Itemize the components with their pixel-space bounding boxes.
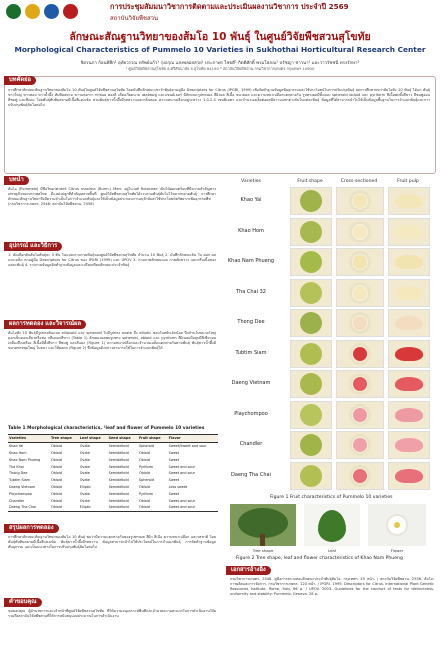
table-cell: Elliptic — [79, 504, 108, 511]
fruit-shape-photo — [290, 370, 332, 398]
flower-photo — [368, 504, 426, 546]
conclusion-heading: สรุปผลการทดลอง — [4, 524, 59, 533]
table-cell: Tubtim Siam — [9, 478, 30, 483]
table-cell: Obloid — [50, 491, 62, 496]
table-cell: Obloid — [50, 457, 62, 462]
references-text: กรมวิชาการเกษตร. 2546. คู่มือการตรวจสอบลักษณะประจำพันธุ์ส้มโอ. กรุงเทพฯ. 45 หน้า. / สถาบันวิจัยพืชสวน. 2556. ส้มโอ: การผลิตและการจัดการ. กรมวิชาการเกษตร. 120 หน้า. / IPGRI. 1999. Descriptors for Citrus. International Plant Genetic Resources Institute, Rome, Italy. 66 p. / UPOV. 2003. Guidelines for the conduct of tests for distinctness, uniformity and stability: Pummelo. Geneva. 28 p. — [230, 577, 434, 596]
leaf-photo — [304, 504, 360, 546]
cross-section-photo — [336, 340, 384, 368]
table-cell: Obloid — [50, 471, 62, 476]
table-row — [8, 456, 218, 463]
fruit-shape-photo — [290, 187, 332, 215]
fig1-col-varieties: Varieties — [241, 179, 261, 184]
abstract-text: การศึกษาลักษณะสัณฐานวิทยาของส้มโอ 10 พันธุ์ในศูนย์วิจัยพืชสวนสุโขทัย โดยบันทึกลักษณะประจำพันธุ์ตามคู่มือ Descriptors for Citrus (IPGRI, 1999) เพื่อจัดทำฐานข้อมูลพันธุกรรมและใช้ประโยชน์ในการปรับปรุงพันธุ์ ผลการศึกษาพบว่าส้มโอทั้ง 10 พันธุ์ ได้แก่ พันธุ์ขาวใหญ่ ขาวหอม ขาวน้ำผึ้ง ทับทิมสยาม ขาวแตงกวา ท่าข่อย ทองดี เดี่ยงเวียดนาม เพลย์ชมพู และแชนด์เลอร์ มีลักษณะรูปทรงผล สีผิวผล สีเนื้อ ขนาดผล และความหนาเปลือกแตกต่างกัน รูปทรงผลมีทั้งแบบ spheroid obloid และ pyriform สีเนื้อพบทั้งสีขาว สีชมพูอ่อน สีชมพู และสีแดง โดยพันธุ์ทับทิมสยามมีเนื้อสีแดงเข้ม ส่วนพันธุ์ขาวน้ำผึ้งมีรสหวานและกลิ่นหอม ความหนาเปลือกอยู่ระหว่าง 1.0-2.4 เซนติเมตร และจำนวนเมล็ดต่อผลมีความแตกต่างกันในแต่ละพันธุ์ ข้อมูลที่ได้สามารถนำไปใช้เป็นข้อมูลพื้นฐานในการจำแนกพันธุ์และการปรับปรุงพันธุ์ส้มโอต่อไป — [8, 88, 430, 107]
variety-label: Tubtim Siam — [235, 349, 267, 356]
table-cell: Semideltoid — [108, 457, 129, 462]
doa-logo-icon — [6, 4, 21, 19]
variety-label: Playchompoo — [234, 410, 268, 417]
acknowledgement-text: ขอขอบคุณ ผู้อำนวยการและเจ้าหน้าที่ศูนย์วิจัยพืชสวนสุโขทัย ที่ให้ความอนุเคราะห์พื้นที่และอำนวยความสะดวกในการดำเนินงานวิจัย รวมถึงสถาบันวิจัยพืชสวนที่ให้การสนับสนุนงบประมาณในการดำเนินงาน — [8, 609, 216, 618]
fruit-pulp-photo — [388, 187, 430, 215]
fruit-pulp-photo — [388, 401, 430, 429]
table-cell: Sweet/Sweet and sour — [168, 444, 207, 449]
table-cell: Obloid — [138, 484, 150, 489]
table-caption: Table 1 Morphological characteristics, ¹leaf and flower of Pummelo 10 varieties — [8, 426, 205, 431]
table-cell: Ovate — [79, 491, 90, 496]
cross-section-photo — [336, 309, 384, 337]
table-header-row — [8, 435, 218, 443]
figure2-caption: Figure 2 Tree shape, leaf and flower characteristics of Khao Nam Phueng — [236, 556, 403, 561]
table-header-cell: Fruit shape — [138, 435, 168, 443]
fruit-pulp-photo — [388, 431, 430, 459]
cross-section-photo — [336, 187, 384, 215]
center-logo-icon — [63, 4, 78, 19]
poster-header — [0, 0, 440, 24]
cross-section-photo — [336, 218, 384, 246]
table-cell: Sweet and sour — [168, 498, 196, 503]
table-cell: Obloid — [138, 504, 168, 511]
fruit-shape-photo — [290, 309, 332, 337]
fruit-shape-photo — [290, 462, 332, 490]
variety-label: Chandler — [239, 441, 263, 447]
references-heading: เอกสารอ้างอิง — [226, 566, 271, 575]
conference-title: การประชุมสัมมนาวิชาการติดตามและประเมินผลงานวิชาการ ประจำปี 2569 — [110, 2, 349, 11]
table-cell: Daeng Tha Chai — [8, 504, 50, 511]
table-cell: Ovate — [79, 471, 90, 476]
results-text: ส้มโอทั้ง 10 พันธุ์มีรูปทรงต้นแบบ ellipsoid และ spheroid ใบมีรูปทรง ovate ถึง elliptic ขอบใบหยักเล็กน้อย ปีกก้านใบขนาดใหญ่ ดอกเป็นดอกเดี่ยวหรือช่อ กลีบดอกสีขาว (Table 1) ลักษณะผลพบรูปทรง spheroid, obloid และ pyriform สีผิวผลเมื่อสุกมีสีเขียวอมเหลืองถึงเหลือง สีเนื้อมีทั้งสีขาว สีชมพู และสีแดง (Figure 1) ความหนาเปลือกและจำนวนเมล็ดแตกต่างกันตามพันธุ์ พันธุ์ขาวน้ำผึ้งมีขนาดทรงพุ่มใหญ่ ใบหนา และให้ผลดก (Figure 2) ซึ่งข้อมูลดังกล่าวสามารถใช้ในการจำแนกพันธุ์ได้ — [8, 331, 216, 350]
table-cell: Obloid — [50, 504, 79, 511]
variety-label: Khao Nam Phueng — [227, 258, 275, 264]
cross-section-photo — [336, 401, 384, 429]
cross-section-photo — [336, 248, 384, 276]
table-cell: Obloid — [50, 464, 62, 469]
acknowledgement-heading: คำขอบคุณ — [4, 598, 42, 607]
table-header-cell: Seed shape — [108, 435, 138, 443]
table-body — [8, 442, 218, 511]
table-row — [8, 497, 218, 504]
table-cell: Sweet — [168, 491, 180, 496]
intro-heading: บทนำ — [4, 176, 29, 185]
table-cell: Semideltoid — [108, 498, 129, 503]
poster-title-thai: ลักษณะสัณฐานวิทยาของส้มโอ 10 พันธุ์ ในศูนย์วิจัยพืชสวนสุโขทัย — [69, 31, 371, 43]
table-row — [8, 463, 218, 470]
table-cell: Thong Dee — [9, 471, 28, 476]
results-heading: ผลการทดลอง และวิจารณ์ผล — [4, 320, 86, 329]
institute-name: สถาบันวิจัยพืชสวน — [110, 15, 159, 22]
table-cell: Khao Yai — [9, 444, 24, 449]
variety-label: Tha Chai 32 — [236, 288, 266, 295]
institute-logo-icon — [25, 4, 40, 19]
poster-title-english: Morphological Characteristics of Pummelo 10 Varieties in Sukhothai Horticultural Research Center — [14, 45, 426, 54]
table-cell: Ovate — [79, 444, 90, 449]
fruit-pulp-photo — [388, 248, 430, 276]
table-cell: Semideltoid — [108, 478, 129, 483]
table-row — [8, 470, 218, 477]
leaf-label: Leaf — [327, 548, 337, 553]
table-cell: Pyriform — [138, 491, 154, 496]
fruit-pulp-photo — [388, 218, 430, 246]
table-cell: Khao Hom — [9, 450, 27, 455]
table-cell: Tha Khoi — [9, 464, 24, 469]
table-cell: Khao Nam Phueng — [9, 457, 41, 462]
fruit-shape-photo — [290, 218, 332, 246]
table-cell: Ovate — [79, 457, 90, 462]
table-cell: Obloid — [138, 457, 150, 462]
table-cell: Semideltoid — [108, 471, 129, 476]
fruit-shape-photo — [290, 401, 332, 429]
table-cell: Obloid — [138, 471, 150, 476]
variety-label: Daeng Tha Chai — [231, 471, 271, 478]
table-cell: Sweet — [168, 478, 180, 483]
table-cell: Obloid — [50, 498, 62, 503]
table-cell: Chandler — [9, 498, 25, 503]
table-cell: Spheroid — [138, 478, 154, 483]
table-row — [8, 442, 218, 449]
fruit-pulp-photo — [388, 462, 430, 490]
fruit-pulp-photo — [388, 309, 430, 337]
fig1-col-cross-section: Cross-sectioned — [340, 179, 378, 184]
table-cell: Ovate — [79, 478, 90, 483]
figure1-caption: Figure 1 Fruit characteristics of Pummelo 10 varieties — [270, 495, 393, 500]
table-cell: Obloid — [50, 444, 62, 449]
table-header-cell: Tree shape — [50, 435, 79, 443]
tree-photo — [230, 504, 296, 546]
table-cell: Obloid — [50, 484, 62, 489]
variety-label: Khao Hom — [238, 227, 264, 234]
affiliation: ¹ ศูนย์วิจัยพืชสวนสุโขทัย อ.ศรีสัชนาลัย จ.สุโขทัย 64190 ² สถาบันวิจัยพืชสวน กรมวิชาการเกษตร กรุงเทพฯ 10900 — [125, 66, 315, 71]
table-row — [8, 504, 218, 511]
research-logo-icon — [44, 4, 59, 19]
fruit-shape-photo — [290, 340, 332, 368]
table-cell: Obloid — [50, 478, 62, 483]
table-cell: Spheroid — [138, 444, 154, 449]
table-cell: Pyriform — [138, 464, 154, 469]
cross-section-photo — [336, 462, 384, 490]
table-cell: Semideltoid — [108, 491, 129, 496]
fruit-shape-photo — [290, 279, 332, 307]
table-cell: Semideltoid — [108, 464, 129, 469]
fruit-shape-photo — [290, 248, 332, 276]
table-cell: Sweet — [168, 457, 180, 462]
table-cell: Sweet and sour — [168, 504, 218, 511]
cross-section-photo — [336, 279, 384, 307]
table-cell: Obloid — [138, 450, 150, 455]
morphology-table — [8, 434, 218, 512]
table-header-cell: Leaf shape — [79, 435, 108, 443]
table-cell: Obloid — [50, 450, 62, 455]
fig1-col-fruit-shape: Fruit shape — [297, 179, 323, 184]
table-row — [8, 450, 218, 457]
table-cell: Playchompoo — [9, 491, 32, 496]
fruit-pulp-photo — [388, 370, 430, 398]
conclusion-text: การศึกษาลักษณะสัณฐานวิทยาของส้มโอ 10 พันธุ์ พบว่ามีความแตกต่างกันของรูปทรงผล สีผิว สีเนื้อ ความหนาเปลือก และรสชาติ โดยพันธุ์ทับทิมสยามมีเนื้อสีแดงเข้ม พันธุ์ขาวน้ำผึ้งมีรสหวาน ข้อมูลสามารถนำไปใช้ประโยชน์ในการจำแนกพันธุ์ การจัดทำฐานข้อมูลพันธุกรรม และเป็นแนวทางในการปรับปรุงพันธุ์ส้มโอต่อไป — [8, 535, 216, 549]
table-cell: Ovate — [79, 450, 90, 455]
table-cell: Daeng Vietnam — [9, 484, 36, 489]
abstract-heading: บทคัดย่อ — [4, 76, 36, 85]
variety-label: Thong Dee — [237, 319, 265, 325]
table-cell: Ovate — [79, 464, 90, 469]
methods-text: 1. คัดเลือกต้นส้มโอพันธุ์ละ 3 ต้น ในแปลงรวบรวมพันธุ์ของศูนย์วิจัยพืชสวนสุโขทัย จำนวน 10 พันธุ์ 2. บันทึกลักษณะต้น ใบ ดอก ผล และเมล็ด ตามคู่มือ Descriptors for Citrus ของ IPGRI (1999) และ UPOV 3. ถ่ายภาพลักษณะผล ภาคตัดขวาง และกลีบเนื้อของแต่ละพันธุ์ 4. รวบรวมข้อมูลจัดทำฐานข้อมูลและเปรียบเทียบลักษณะประจำพันธุ์ — [8, 253, 216, 267]
table-header-cell: Flavor — [168, 435, 218, 443]
flower-label: Flower — [390, 548, 404, 553]
fruit-pulp-photo — [388, 279, 430, 307]
cross-section-photo — [336, 431, 384, 459]
cross-section-photo — [336, 370, 384, 398]
table-cell: Semideltoid — [108, 484, 129, 489]
table-cell: Semideltoid — [108, 504, 138, 511]
table-row — [8, 490, 218, 497]
table-cell: Ovate — [79, 498, 90, 503]
table-cell: Obloid — [138, 498, 150, 503]
fruit-pulp-photo — [388, 340, 430, 368]
table-cell: Semideltoid — [108, 450, 129, 455]
fig1-col-fruit-pulp: Fruit pulp — [397, 179, 419, 184]
table-row — [8, 477, 218, 484]
fruit-shape-photo — [290, 431, 332, 459]
table-cell: Sweet and sour — [168, 464, 196, 469]
variety-label: Daeng Vietnam — [231, 380, 271, 386]
table-cell: Semideltoid — [108, 444, 129, 449]
table-cell: Less sweet — [168, 484, 188, 489]
table-cell: Elliptic — [79, 484, 92, 489]
tree-label: Tree shape — [252, 548, 274, 553]
methods-heading: อุปกรณ์ และวิธีการ — [4, 242, 62, 251]
intro-text: ส้มโอ (Pummelo) มีชื่อวิทยาศาสตร์ Citrus maxima (Burm.) Merr. อยู่ในวงศ์ Rutaceae เป็นไม้ผลเขตร้อนที่มีความสำคัญทางเศรษฐกิจของประเทศไทย มีแหล่งปลูกที่สำคัญหลายพื้นที่ ศูนย์วิจัยพืชสวนสุโขทัยได้รวบรวมพันธุ์ส้มโอไว้หลากหลายพันธุ์ การศึกษาลักษณะสัณฐานวิทยาจึงมีความจำเป็นในการจำแนกพันธุ์และใช้เป็นข้อมูลประกอบการอนุรักษ์และใช้ประโยชน์ทรัพยากรพันธุกรรมพืช (กรมวิชาการเกษตร, 2546; สถาบันวิจัยพืชสวน, 2556) — [8, 187, 216, 206]
table-cell: Sweet — [168, 450, 180, 455]
table-header-cell: Varieties — [8, 435, 50, 443]
table-row — [8, 484, 218, 491]
variety-label: Khao Yai — [240, 197, 262, 203]
table-cell: Sweet and sour — [168, 471, 196, 476]
author-list: จิตรนภา ก้อนพิลึก¹ อุทัยวรรณ ทรัพย์แก้ว¹ รุ่งอรุณ แสงพลอยสวย¹ ประภาพร ไชยดี¹ กิตติศักดิ์ พรมโสภณ¹ ปรัชญา ชาวนา¹ และวาวรัชชนี ทรงรักษา² — [80, 61, 360, 66]
